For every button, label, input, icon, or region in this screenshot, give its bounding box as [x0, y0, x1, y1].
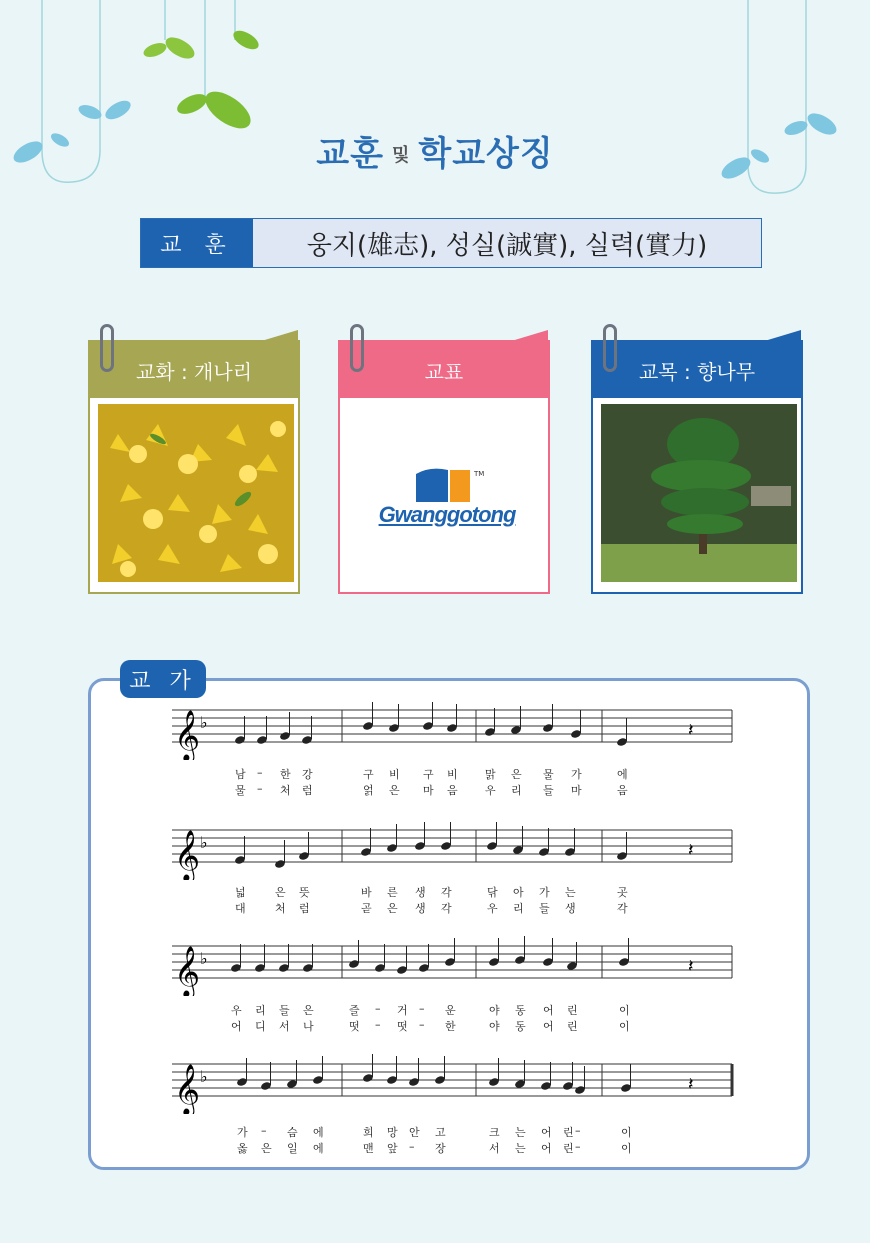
- treble-clef-icon: 𝄞: [174, 1064, 201, 1114]
- emblem-graphic: [414, 464, 476, 504]
- school-tree-card: [591, 340, 803, 594]
- lyric-syllable: 구: [423, 768, 434, 781]
- lyric-syllable: 는: [565, 886, 576, 899]
- lyric-syllable: 는: [515, 1126, 526, 1139]
- forsythia-photo: [98, 404, 294, 582]
- school-tree-label: 교목 : 향나무: [593, 342, 801, 398]
- lyric-syllable: 은: [303, 1004, 314, 1017]
- lyric-syllable: 닦: [487, 886, 498, 899]
- lyric-syllable: 럼: [302, 784, 313, 797]
- school-song-tab: 교 가: [120, 660, 206, 698]
- page-title: [0, 126, 870, 175]
- lyric-syllable: 은: [387, 902, 398, 915]
- lyric-syllable: 거: [397, 1004, 408, 1017]
- treble-clef-icon: 𝄞: [174, 946, 201, 996]
- flat-sign-icon: ♭: [200, 713, 208, 732]
- lyric-syllable: 서: [279, 1020, 290, 1033]
- paperclip-icon: [100, 324, 114, 372]
- motto-label: 교 훈: [141, 219, 253, 267]
- lyric-syllable: 동: [515, 1004, 526, 1017]
- lyric-syllable: 린: [567, 1004, 578, 1017]
- lyric-syllable: 린: [563, 1142, 574, 1155]
- lyric-syllable: 마: [423, 784, 434, 797]
- lyric-syllable: 에: [313, 1126, 324, 1139]
- paperclip-icon: [603, 324, 617, 372]
- lyric-syllable: 은: [389, 784, 400, 797]
- lyric-syllable: 물: [235, 784, 246, 797]
- treble-clef-icon: 𝄞: [174, 710, 201, 760]
- lyric-syllable: 린: [567, 1020, 578, 1033]
- lyric-syllable: 옳: [237, 1142, 248, 1155]
- lyric-syllable: 비: [447, 768, 458, 781]
- lyric-syllable: 넓: [235, 886, 246, 899]
- lyric-syllable: –: [409, 1140, 415, 1153]
- lyric-syllable: 얽: [363, 784, 374, 797]
- lyric-syllable: 럼: [299, 902, 310, 915]
- flat-sign-icon: ♭: [200, 949, 208, 968]
- lyric-syllable: 생: [415, 886, 426, 899]
- lyric-syllable: 들: [543, 784, 554, 797]
- lyric-syllable: 야: [489, 1020, 500, 1033]
- lyric-syllable: 생: [565, 902, 576, 915]
- lyric-syllable: 장: [435, 1142, 446, 1155]
- lyric-syllable: 가: [571, 768, 582, 781]
- lyric-syllable: –: [261, 1124, 267, 1137]
- lyric-syllable: –: [575, 1140, 581, 1153]
- lyric-syllable: 한: [280, 768, 291, 781]
- flat-sign-icon: ♭: [200, 833, 208, 852]
- paperclip-icon: [350, 324, 364, 372]
- lyric-syllable: 떳: [349, 1020, 360, 1033]
- lyric-syllable: 른: [387, 886, 398, 899]
- lyric-syllable: –: [257, 782, 263, 795]
- rest-icon: 𝄽: [688, 840, 694, 861]
- lyric-syllable: 운: [445, 1004, 456, 1017]
- lyric-syllable: 어: [541, 1126, 552, 1139]
- lyric-syllable: 이: [619, 1020, 630, 1033]
- lyric-syllable: 구: [363, 768, 374, 781]
- vine-decoration-right: [700, 0, 870, 210]
- lyric-syllable: 음: [617, 784, 628, 797]
- lyric-syllable: 물: [543, 768, 554, 781]
- lyric-syllable: 각: [441, 886, 452, 899]
- lyric-syllable: 야: [489, 1004, 500, 1017]
- lyric-syllable: 가: [539, 886, 550, 899]
- lyric-syllable: 떳: [397, 1020, 408, 1033]
- juniper-tree-photo: [601, 404, 797, 582]
- school-flower-card: [88, 340, 300, 594]
- lyric-syllable: 한: [445, 1020, 456, 1033]
- lyric-syllable: –: [375, 1002, 381, 1015]
- lyric-syllable: 디: [255, 1020, 266, 1033]
- school-emblem-label: 교표: [340, 342, 548, 398]
- lyric-syllable: 들: [279, 1004, 290, 1017]
- treble-clef-icon: 𝄞: [174, 830, 201, 880]
- lyric-syllable: 뜻: [299, 886, 310, 899]
- lyric-syllable: 서: [489, 1142, 500, 1155]
- title-part2: 학교상징: [418, 134, 554, 174]
- emblem-tm: TM: [474, 470, 485, 478]
- lyric-syllable: –: [575, 1124, 581, 1137]
- lyric-syllable: 어: [543, 1004, 554, 1017]
- title-conj: 및: [391, 145, 411, 166]
- title-part1: 교훈: [316, 134, 384, 174]
- lyric-syllable: 아: [513, 886, 524, 899]
- lyric-syllable: 생: [415, 902, 426, 915]
- lyric-syllable: 들: [539, 902, 550, 915]
- lyric-syllable: –: [257, 766, 263, 779]
- lyric-syllable: 리: [513, 902, 524, 915]
- flat-sign-icon: ♭: [200, 1067, 208, 1086]
- lyric-syllable: 는: [515, 1142, 526, 1155]
- lyric-syllable: 희: [363, 1126, 374, 1139]
- lyric-syllable: 어: [231, 1020, 242, 1033]
- lyric-syllable: 동: [515, 1020, 526, 1033]
- lyric-syllable: 망: [387, 1126, 398, 1139]
- lyric-syllable: 곧: [361, 902, 372, 915]
- lyric-syllable: 리: [255, 1004, 266, 1017]
- lyric-syllable: 각: [441, 902, 452, 915]
- lyric-syllable: 남: [235, 768, 246, 781]
- lyric-syllable: 슴: [287, 1126, 298, 1139]
- lyric-syllable: –: [375, 1018, 381, 1031]
- lyric-syllable: 일: [287, 1142, 298, 1155]
- lyric-syllable: –: [419, 1002, 425, 1015]
- lyric-syllable: 은: [275, 886, 286, 899]
- lyric-syllable: 이: [621, 1142, 632, 1155]
- emblem-logo-text: Gwanggotong: [378, 502, 516, 527]
- lyric-syllable: 이: [619, 1004, 630, 1017]
- lyric-syllable: 대: [235, 902, 246, 915]
- lyric-syllable: 처: [280, 784, 291, 797]
- motto-value: 웅지(雄志), 성실(誠實), 실력(實力): [306, 230, 708, 261]
- music-staff: [170, 820, 770, 880]
- lyric-syllable: –: [419, 1018, 425, 1031]
- lyric-syllable: 은: [511, 768, 522, 781]
- motto-bar: [140, 218, 762, 268]
- school-flower-label: 교화 : 개나리: [90, 342, 298, 398]
- lyric-syllable: 에: [617, 768, 628, 781]
- lyric-syllable: 우: [231, 1004, 242, 1017]
- lyric-syllable: 마: [571, 784, 582, 797]
- rest-icon: 𝄽: [688, 720, 694, 741]
- lyric-syllable: 가: [237, 1126, 248, 1139]
- school-emblem-card: [338, 340, 550, 594]
- lyric-syllable: 강: [302, 768, 313, 781]
- lyric-syllable: 처: [275, 902, 286, 915]
- lyric-syllable: 각: [617, 902, 628, 915]
- lyric-syllable: 안: [409, 1126, 420, 1139]
- music-staff: [170, 936, 770, 996]
- lyric-syllable: 맑: [485, 768, 496, 781]
- lyric-syllable: 이: [621, 1126, 632, 1139]
- lyric-syllable: 우: [485, 784, 496, 797]
- music-staff: [170, 1054, 770, 1114]
- music-staff: [170, 700, 770, 760]
- lyric-syllable: 어: [543, 1020, 554, 1033]
- lyric-syllable: 에: [313, 1142, 324, 1155]
- lyric-syllable: 즐: [349, 1004, 360, 1017]
- lyric-syllable: 고: [435, 1126, 446, 1139]
- rest-icon: 𝄽: [688, 1074, 694, 1095]
- lyric-syllable: 맨: [363, 1142, 374, 1155]
- lyric-syllable: 리: [511, 784, 522, 797]
- lyric-syllable: 은: [261, 1142, 272, 1155]
- lyric-syllable: 크: [489, 1126, 500, 1139]
- rest-icon: 𝄽: [688, 956, 694, 977]
- lyric-syllable: 바: [361, 886, 372, 899]
- lyric-syllable: 음: [447, 784, 458, 797]
- lyric-syllable: 곳: [617, 886, 628, 899]
- lyric-syllable: 어: [541, 1142, 552, 1155]
- lyric-syllable: 나: [303, 1020, 314, 1033]
- lyric-syllable: 비: [389, 768, 400, 781]
- lyric-syllable: 우: [487, 902, 498, 915]
- lyric-syllable: 린: [563, 1126, 574, 1139]
- lyric-syllable: 앞: [387, 1142, 398, 1155]
